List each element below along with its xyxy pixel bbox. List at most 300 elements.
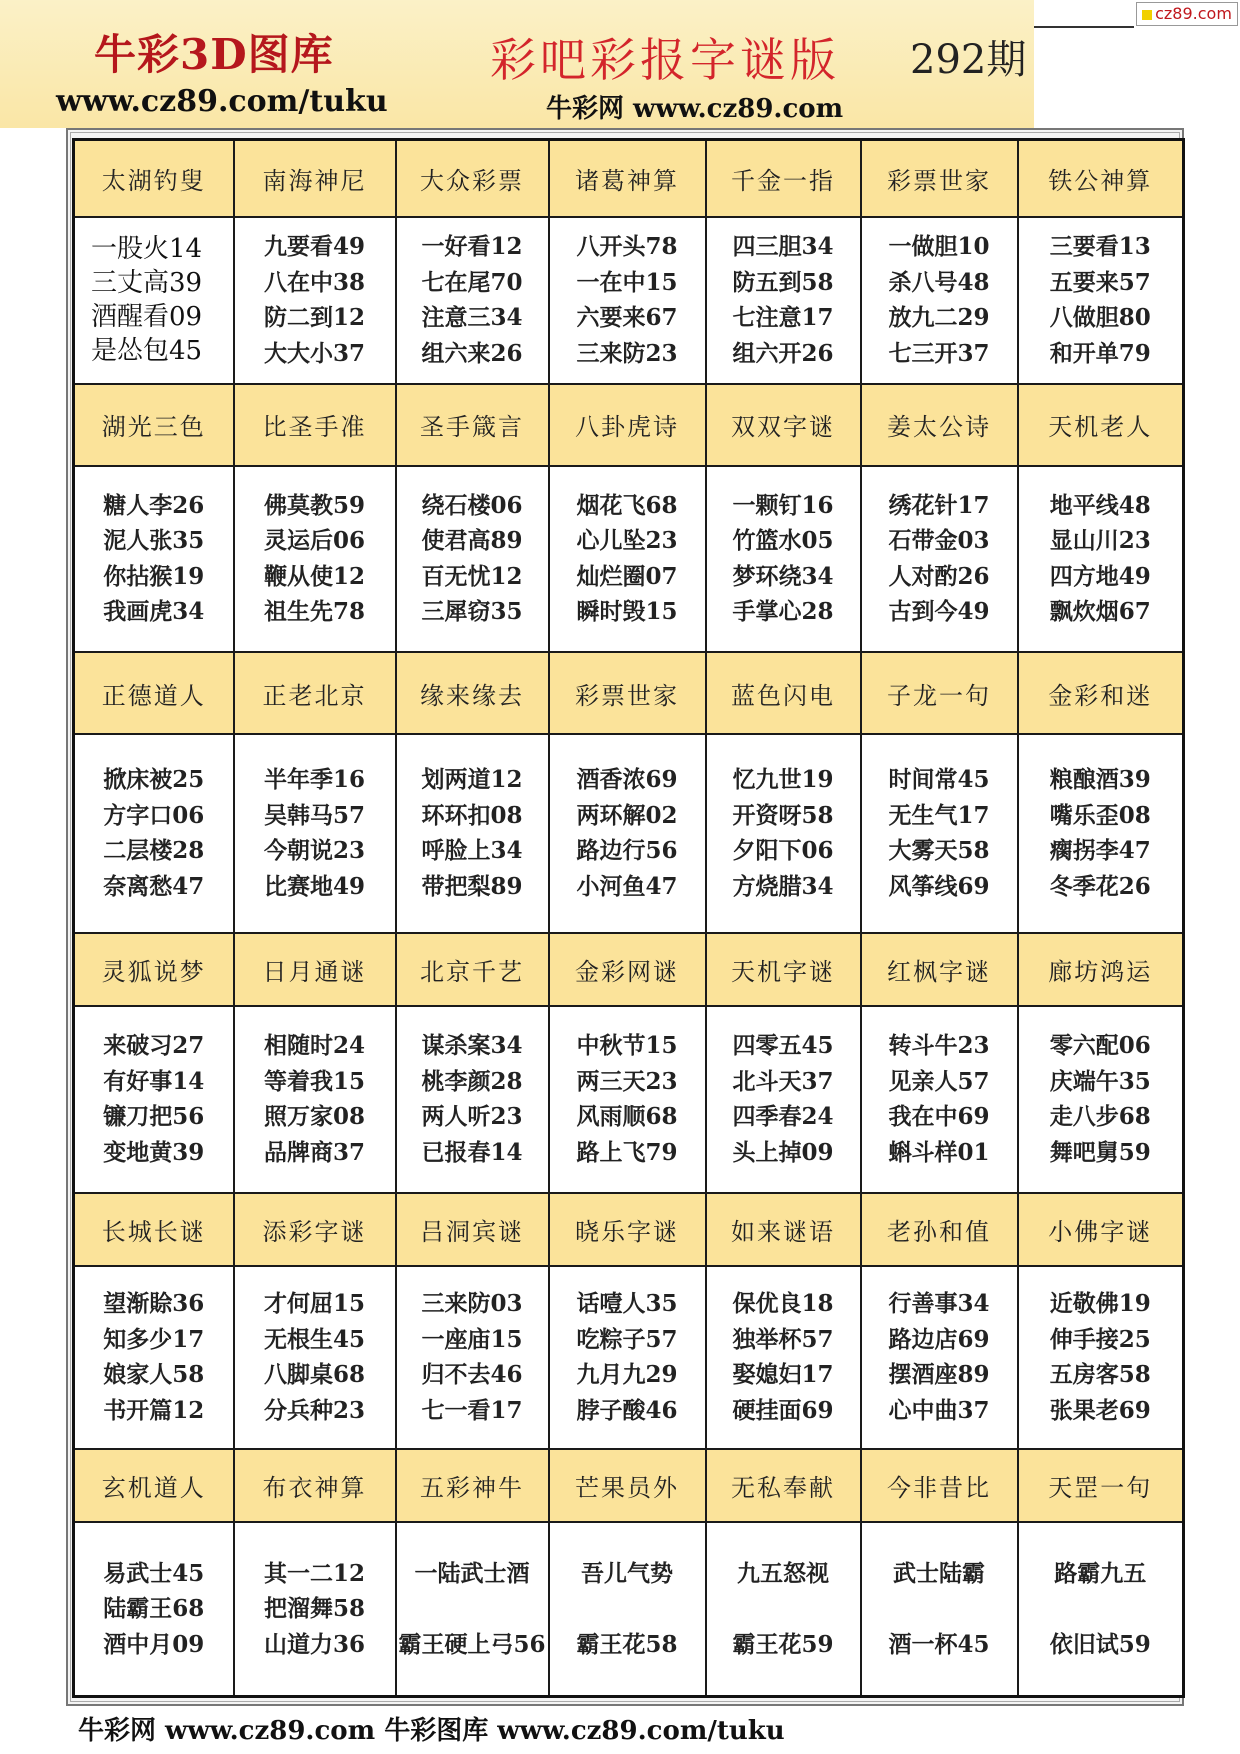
riddle-lines (235, 488, 395, 630)
riddle-line: 四方地49 (1049, 562, 1151, 590)
riddle-line: 二层楼28 (103, 837, 205, 865)
riddle-line: 奈离愁47 (103, 872, 205, 900)
riddle-lines (862, 1556, 1017, 1663)
riddle-line: 照万家08 (263, 1103, 365, 1131)
riddle-cell (1018, 1266, 1184, 1449)
riddle-line: 使君高89 (421, 527, 523, 555)
riddle-table (72, 138, 1185, 1698)
riddle-line: 嘴乐歪08 (1049, 801, 1151, 829)
author-name: 小佛字谜 (1018, 1193, 1184, 1266)
author-row (74, 933, 1184, 1006)
riddle-line: 环环扣08 (421, 801, 523, 829)
riddle-line: 其一二12 (263, 1559, 365, 1587)
author-name: 玄机道人 (74, 1449, 234, 1522)
riddle-lines (235, 1286, 395, 1428)
badge-label: cz89.com (1155, 4, 1232, 23)
riddle-line: 山道力36 (263, 1630, 365, 1658)
riddle-line: 注意三34 (421, 304, 523, 332)
riddle-line: 转斗牛23 (888, 1032, 990, 1060)
riddle-line: 霸王硬上弓56 (398, 1630, 546, 1658)
riddle-line: 组六来26 (421, 339, 523, 367)
author-name: 太湖钓叟 (74, 140, 234, 217)
riddle-line: 独举杯57 (732, 1325, 834, 1353)
riddle-cell (234, 1266, 396, 1449)
riddle-line: 瞬时毁15 (576, 598, 678, 626)
riddle-line: 泥人张35 (103, 527, 205, 555)
author-name: 灵狐说梦 (74, 933, 234, 1006)
riddle-cell (706, 1522, 861, 1697)
riddle-line: 大雾天58 (888, 837, 990, 865)
author-name: 正老北京 (234, 652, 396, 733)
riddle-line: 七在尾70 (421, 268, 523, 296)
riddle-line: 六要来67 (576, 304, 678, 332)
riddle-line: 依旧试59 (1049, 1630, 1151, 1658)
riddle-cell (706, 466, 861, 653)
riddle-line: 防五到58 (732, 268, 834, 296)
author-row (74, 140, 1184, 217)
author-name: 金彩网谜 (549, 933, 706, 1006)
riddle-line: 霸王花58 (576, 1630, 678, 1658)
riddle-lines (862, 229, 1017, 371)
site-badge[interactable] (1136, 2, 1238, 26)
riddle-line: 摆酒座89 (888, 1361, 990, 1389)
riddle-cell (1018, 734, 1184, 933)
riddle-line: 吾儿气势 (581, 1559, 673, 1587)
riddle-lines (397, 488, 548, 630)
riddle-line: 大大小37 (263, 339, 365, 367)
riddle-line (550, 1591, 705, 1627)
riddle-cell (549, 1266, 706, 1449)
riddle-line (397, 1591, 548, 1627)
riddle-line: 佛莫教59 (263, 491, 365, 519)
riddle-line: 路边店69 (888, 1325, 990, 1353)
riddle-line: 吴韩马57 (263, 801, 365, 829)
riddle-line: 方烧腊34 (732, 872, 834, 900)
riddle-lines (397, 762, 548, 904)
riddle-lines (235, 1028, 395, 1170)
riddle-cell (706, 734, 861, 933)
riddle-lines (550, 1286, 705, 1428)
riddle-line: 灿烂圈07 (576, 562, 678, 590)
riddle-lines (862, 1286, 1017, 1428)
riddle-line: 你拈猴19 (103, 562, 205, 590)
riddle-lines (862, 762, 1017, 904)
riddle-cell (234, 1522, 396, 1697)
riddle-line: 一好看12 (421, 233, 523, 261)
riddle-cell (396, 217, 549, 385)
riddle-line: 心儿坠23 (576, 527, 678, 555)
riddle-line: 见亲人57 (888, 1067, 990, 1095)
riddle-cell (861, 466, 1018, 653)
author-row (74, 1449, 1184, 1522)
riddle-lines (550, 1028, 705, 1170)
riddle-line: 等着我15 (263, 1067, 365, 1095)
riddle-line: 三犀窃35 (421, 598, 523, 626)
riddle-row (74, 217, 1184, 385)
riddle-lines (397, 1556, 548, 1663)
riddle-lines (550, 488, 705, 630)
riddle-lines (75, 1556, 233, 1663)
riddle-lines (397, 229, 548, 371)
riddle-line: 小河鱼47 (576, 872, 678, 900)
riddle-line: 竹篮水05 (732, 527, 834, 555)
riddle-line: 来破习27 (103, 1032, 205, 1060)
author-name: 长城长谜 (74, 1193, 234, 1266)
author-name: 湖光三色 (74, 384, 234, 465)
riddle-cell (396, 734, 549, 933)
riddle-lines (1019, 762, 1183, 904)
riddle-cell (234, 1006, 396, 1193)
riddle-line: 硬挂面69 (732, 1396, 834, 1424)
riddle-cell (74, 1266, 234, 1449)
riddle-cell (396, 1266, 549, 1449)
riddle-line: 行善事34 (888, 1290, 990, 1318)
author-name: 蓝色闪电 (706, 652, 861, 733)
riddle-line: 我在中69 (888, 1103, 990, 1131)
riddle-line: 掀床被25 (103, 766, 205, 794)
riddle-line: 八做胆80 (1049, 304, 1151, 332)
brand-url[interactable]: www.cz89.com/tuku (56, 84, 388, 119)
author-name: 双双字谜 (706, 384, 861, 465)
riddle-line: 烟花飞68 (576, 491, 678, 519)
riddle-line: 归不去46 (421, 1361, 523, 1389)
riddle-line: 北斗天37 (732, 1067, 834, 1095)
riddle-line: 七一看17 (421, 1396, 523, 1424)
riddle-line: 近敬佛19 (1049, 1290, 1151, 1318)
author-row (74, 1193, 1184, 1266)
footer-links[interactable]: 牛彩网 www.cz89.com 牛彩图库 www.cz89.com/tuku (78, 1716, 785, 1746)
riddle-line: 呼脸上34 (421, 837, 523, 865)
riddle-line: 书开篇12 (103, 1396, 205, 1424)
riddle-line: 杀八号48 (888, 268, 990, 296)
riddle-lines (75, 1028, 233, 1170)
riddle-cell (549, 1006, 706, 1193)
riddle-lines (707, 1028, 860, 1170)
riddle-table-body (74, 140, 1184, 1697)
author-name: 天罡一句 (1018, 1449, 1184, 1522)
riddle-line: 九月九29 (576, 1361, 678, 1389)
riddle-lines (235, 1556, 395, 1663)
riddle-line: 手掌心28 (732, 598, 834, 626)
author-name: 诸葛神算 (549, 140, 706, 217)
riddle-line: 两环解02 (576, 801, 678, 829)
riddle-line: 相随时24 (263, 1032, 365, 1060)
riddle-line: 古到今49 (888, 598, 990, 626)
riddle-line: 武士陆霸 (893, 1559, 985, 1587)
riddle-cell (549, 466, 706, 653)
riddle-line: 中秋节15 (576, 1032, 678, 1060)
site-link[interactable]: 牛彩网 www.cz89.com (546, 94, 844, 124)
riddle-line: 谋杀案34 (421, 1032, 523, 1060)
brand-title: 牛彩3D图库 (94, 30, 334, 79)
riddle-line: 镰刀把56 (103, 1103, 205, 1131)
riddle-cell (234, 217, 396, 385)
riddle-line: 保优良18 (732, 1290, 834, 1318)
riddle-line: 方字口06 (103, 801, 205, 829)
author-name: 大众彩票 (396, 140, 549, 217)
riddle-line: 路边行56 (576, 837, 678, 865)
riddle-cell (706, 1006, 861, 1193)
riddle-line: 零六配06 (1049, 1032, 1151, 1060)
riddle-cell (1018, 1522, 1184, 1697)
riddle-lines (550, 762, 705, 904)
riddle-line: 一陆武士酒 (414, 1559, 530, 1587)
riddle-line: 糖人李26 (103, 491, 205, 519)
riddle-cell (861, 217, 1018, 385)
riddle-line: 已报春14 (421, 1138, 523, 1166)
riddle-line: 庆端午35 (1049, 1067, 1151, 1095)
riddle-line: 地平线48 (1049, 491, 1151, 519)
riddle-cell (74, 217, 234, 385)
badge-dot-icon (1142, 10, 1152, 20)
riddle-lines (1019, 488, 1183, 630)
riddle-line: 忆九世19 (732, 766, 834, 794)
riddle-lines (862, 488, 1017, 630)
riddle-cell (74, 1522, 234, 1697)
riddle-line: 飘炊烟67 (1049, 598, 1151, 626)
riddle-line: 变地黄39 (103, 1138, 205, 1166)
author-name: 彩票世家 (549, 652, 706, 733)
riddle-line: 有好事14 (103, 1067, 205, 1095)
riddle-line: 吃粽子57 (576, 1325, 678, 1353)
riddle-line: 伸手接25 (1049, 1325, 1151, 1353)
riddle-line: 一座庙15 (421, 1325, 523, 1353)
riddle-line: 八在中38 (263, 268, 365, 296)
riddle-cell (1018, 1006, 1184, 1193)
author-name: 老孙和值 (861, 1193, 1018, 1266)
author-name: 晓乐字谜 (549, 1193, 706, 1266)
riddle-lines (75, 232, 233, 368)
riddle-lines (75, 1286, 233, 1428)
riddle-line: 我画虎34 (103, 598, 205, 626)
riddle-row (74, 1266, 1184, 1449)
riddle-line: 三来防23 (576, 339, 678, 367)
riddle-lines (707, 1286, 860, 1428)
riddle-line: 人对酌26 (888, 562, 990, 590)
riddle-line: 张果老69 (1049, 1396, 1151, 1424)
riddle-line: 防二到12 (263, 304, 365, 332)
riddle-line: 两三天23 (576, 1067, 678, 1095)
riddle-lines (75, 762, 233, 904)
riddle-line: 分兵种23 (263, 1396, 365, 1424)
riddle-line: 风雨顺68 (576, 1103, 678, 1131)
riddle-line: 比赛地49 (263, 872, 365, 900)
riddle-line: 开资呀58 (732, 801, 834, 829)
riddle-line: 划两道12 (421, 766, 523, 794)
author-name: 如来谜语 (706, 1193, 861, 1266)
riddle-line: 绕石楼06 (421, 491, 523, 519)
author-name: 千金一指 (706, 140, 861, 217)
author-name: 比圣手准 (234, 384, 396, 465)
riddle-line: 无根生45 (263, 1325, 365, 1353)
riddle-line: 易武士45 (103, 1559, 205, 1587)
riddle-line: 夕阳下06 (732, 837, 834, 865)
riddle-line: 四零五45 (732, 1032, 834, 1060)
riddle-cell (396, 466, 549, 653)
riddle-line: 酒醒看09 (91, 302, 203, 333)
riddle-lines (1019, 1028, 1183, 1170)
author-name: 北京千艺 (396, 933, 549, 1006)
riddle-line: 头上掉09 (732, 1138, 834, 1166)
riddle-line: 走八步68 (1049, 1103, 1151, 1131)
riddle-lines (1019, 1556, 1183, 1663)
riddle-row (74, 466, 1184, 653)
riddle-line: 品牌商37 (263, 1138, 365, 1166)
riddle-line: 组六开26 (732, 339, 834, 367)
riddle-line (862, 1591, 1017, 1627)
author-name: 八卦虎诗 (549, 384, 706, 465)
riddle-line: 话噎人35 (576, 1290, 678, 1318)
author-name: 南海神尼 (234, 140, 396, 217)
riddle-cell (706, 1266, 861, 1449)
riddle-cell (1018, 217, 1184, 385)
riddle-line: 路上飞79 (576, 1138, 678, 1166)
riddle-line: 今朝说23 (263, 837, 365, 865)
riddle-line: 石带金03 (888, 527, 990, 555)
riddle-line: 和开单79 (1049, 339, 1151, 367)
riddle-line: 两人听23 (421, 1103, 523, 1131)
riddle-lines (1019, 1286, 1183, 1428)
riddle-line: 时间常45 (888, 766, 990, 794)
riddle-line: 九五怒视 (737, 1559, 829, 1587)
riddle-line: 陆霸王68 (103, 1595, 205, 1623)
riddle-line: 瘸拐李47 (1049, 837, 1151, 865)
riddle-lines (1019, 229, 1183, 371)
riddle-line: 才何屈15 (263, 1290, 365, 1318)
author-name: 廊坊鸿运 (1018, 933, 1184, 1006)
riddle-line: 娘家人58 (103, 1361, 205, 1389)
riddle-lines (397, 1028, 548, 1170)
riddle-line: 酒一杯45 (888, 1630, 990, 1658)
riddle-line: 蝌斗样01 (888, 1138, 990, 1166)
riddle-line: 梦环绕34 (732, 562, 834, 590)
riddle-line: 三要看13 (1049, 233, 1151, 261)
riddle-line: 七三开37 (888, 339, 990, 367)
riddle-line: 娶媳妇17 (732, 1361, 834, 1389)
riddle-line: 祖生先78 (263, 598, 365, 626)
riddle-line: 路霸九五 (1054, 1559, 1147, 1587)
riddle-line: 放九二29 (888, 304, 990, 332)
riddle-line: 霸王花59 (732, 1630, 834, 1658)
author-name: 红枫字谜 (861, 933, 1018, 1006)
riddle-line: 把溜舞58 (263, 1595, 365, 1623)
riddle-row (74, 734, 1184, 933)
riddle-line: 舞吧舅59 (1049, 1138, 1151, 1166)
riddle-line: 三丈高39 (91, 268, 203, 299)
riddle-line: 一股火14 (91, 234, 203, 265)
riddle-line: 三来防03 (421, 1290, 523, 1318)
issue-number: 292期 (910, 37, 1027, 83)
author-name: 天机字谜 (706, 933, 861, 1006)
author-name: 圣手箴言 (396, 384, 549, 465)
riddle-line: 一做胆10 (888, 233, 990, 261)
author-name: 彩票世家 (861, 140, 1018, 217)
riddle-cell (861, 1006, 1018, 1193)
riddle-cell (861, 1266, 1018, 1449)
riddle-line: 七注意17 (732, 304, 834, 332)
riddle-line: 是怂包45 (91, 336, 203, 367)
riddle-line: 百无忧12 (421, 562, 523, 590)
riddle-line: 五房客58 (1049, 1361, 1151, 1389)
riddle-lines (235, 229, 395, 371)
author-name: 铁公神算 (1018, 140, 1184, 217)
riddle-cell (1018, 466, 1184, 653)
author-name: 吕洞宾谜 (396, 1193, 549, 1266)
riddle-cell (234, 734, 396, 933)
riddle-line: 粮酿酒39 (1049, 766, 1151, 794)
riddle-line: 无生气17 (888, 801, 990, 829)
riddle-cell (74, 466, 234, 653)
riddle-line: 一颗钉16 (732, 491, 834, 519)
riddle-lines (707, 229, 860, 371)
riddle-cell (549, 734, 706, 933)
riddle-cell (74, 734, 234, 933)
riddle-line: 绣花针17 (888, 491, 990, 519)
riddle-line: 八开头78 (576, 233, 678, 261)
author-name: 正德道人 (74, 652, 234, 733)
riddle-cell (549, 1522, 706, 1697)
riddle-lines (707, 488, 860, 630)
riddle-cell (234, 466, 396, 653)
riddle-line: 望渐賒36 (103, 1290, 205, 1318)
riddle-line: 酒中月09 (103, 1630, 205, 1658)
riddle-lines (397, 1286, 548, 1428)
author-name: 天机老人 (1018, 384, 1184, 465)
riddle-cell (74, 1006, 234, 1193)
author-name: 姜太公诗 (861, 384, 1018, 465)
riddle-line: 八脚桌68 (263, 1361, 365, 1389)
author-name: 今非昔比 (861, 1449, 1018, 1522)
riddle-cell (396, 1006, 549, 1193)
author-name: 芒果员外 (549, 1449, 706, 1522)
riddle-cell (706, 217, 861, 385)
riddle-lines (75, 488, 233, 630)
riddle-line: 五要来57 (1049, 268, 1151, 296)
author-row (74, 652, 1184, 733)
riddle-line (707, 1591, 860, 1627)
riddle-line: 四季春24 (732, 1103, 834, 1131)
author-row (74, 384, 1184, 465)
riddle-line: 鞭从使12 (263, 562, 365, 590)
riddle-cell (396, 1522, 549, 1697)
riddle-line: 带把梨89 (421, 872, 523, 900)
author-name: 缘来缘去 (396, 652, 549, 733)
riddle-line: 心中曲37 (888, 1396, 990, 1424)
author-name: 五彩神牛 (396, 1449, 549, 1522)
riddle-line: 桃李颜28 (421, 1067, 523, 1095)
page-title: 彩吧彩报字谜版 (490, 33, 840, 87)
author-name: 日月通谜 (234, 933, 396, 1006)
riddle-line: 半年季16 (263, 766, 365, 794)
riddle-lines (707, 1556, 860, 1663)
author-name: 布衣神算 (234, 1449, 396, 1522)
riddle-cell (861, 1522, 1018, 1697)
author-name: 金彩和迷 (1018, 652, 1184, 733)
riddle-cell (549, 217, 706, 385)
riddle-lines (550, 229, 705, 371)
riddle-lines (862, 1028, 1017, 1170)
riddle-line: 灵运后06 (263, 527, 365, 555)
riddle-line: 知多少17 (103, 1325, 205, 1353)
author-name: 无私奉献 (706, 1449, 861, 1522)
riddle-line: 风筝线69 (888, 872, 990, 900)
riddle-lines (550, 1556, 705, 1663)
riddle-line: 一在中15 (576, 268, 678, 296)
riddle-line: 冬季花26 (1049, 872, 1151, 900)
riddle-line (1019, 1591, 1183, 1627)
author-name: 添彩字谜 (234, 1193, 396, 1266)
riddle-cell (861, 734, 1018, 933)
